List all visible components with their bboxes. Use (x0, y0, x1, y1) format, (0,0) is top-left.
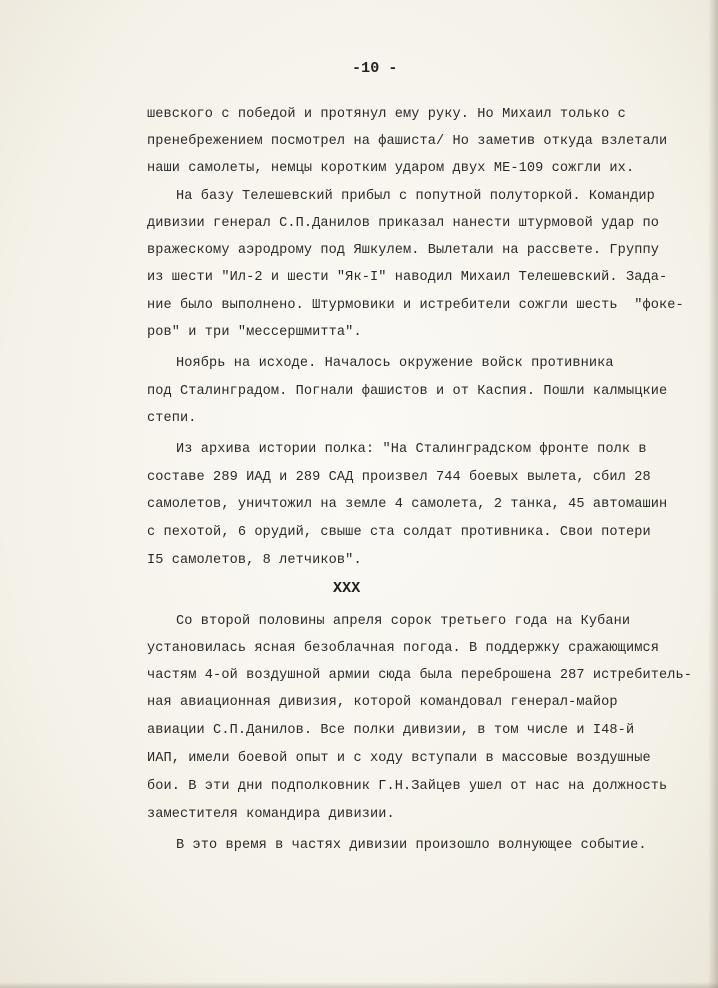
text-line: ИАП, имели боевой опыт и с ходу вступали в массовые воздушные (147, 751, 651, 766)
text-line: с пехотой, 6 орудий, свыше ста солдат противника. Свои потери (147, 525, 651, 540)
text-line: В это время в частях дивизии произошло волнующее событие. (176, 838, 647, 853)
text-line: бои. В эти дни подполковник Г.Н.Зайцев ушел от нас на должность (147, 779, 668, 794)
text-line: частям 4-ой воздушной армии сюда была переброшена 287 истребитель- (147, 668, 692, 683)
text-line: пренебрежением посмотрел на фашиста/ Но заметив откуда взлетали (147, 134, 668, 149)
text-line: под Сталинградом. Погнали фашистов и от Каспия. Пошли калмыцкие (147, 384, 668, 399)
text-line: из шести "Ил-2 и шести "Як-I" наводил Михаил Телешевский. Зада- (147, 270, 668, 285)
text-line: ная авиационная дивизия, которой командовал генерал-майор (147, 695, 618, 710)
text-line: степи. (147, 411, 197, 426)
text-line: авиации С.П.Данилов. Все полки дивизии, в том числе и I48-й (147, 723, 635, 738)
paper-edge-shadow (708, 0, 718, 988)
text-line: I5 самолетов, 8 летчиков". (147, 553, 362, 568)
text-line: ров" и три "мессершмитта". (147, 325, 362, 340)
text-line: ние было выполнено. Штурмовики и истребители сожгли шесть "фоке- (147, 298, 684, 313)
paper-bottom-shadow (0, 982, 718, 988)
text-line: заместителя командира дивизии. (147, 807, 395, 822)
text-line: Ноябрь на исходе. Началось окружение войск противника (176, 356, 614, 371)
section-separator: XXX (333, 580, 361, 597)
text-line: установилась ясная безоблачная погода. В поддержку сражающимся (147, 641, 659, 656)
text-line: шевского с победой и протянул ему руку. Но Михаил только с (147, 107, 626, 122)
text-line: наши самолеты, немцы коротким ударом двух МЕ-109 сожгли их. (147, 161, 635, 176)
text-line: Из архива истории полка: "На Сталинградском фронте полк в (176, 442, 647, 457)
page-number: -10 - (352, 60, 398, 77)
text-line: самолетов, уничтожил на земле 4 самолета, 2 танка, 45 автомашин (147, 497, 668, 512)
text-line: дивизии генерал С.П.Данилов приказал нанести штурмовой удар по (147, 216, 659, 231)
text-line: составе 289 ИАД и 289 САД произвел 744 боевых вылета, сбил 28 (147, 470, 651, 485)
text-line: На базу Телешевский прибыл с попутной полуторкой. Командир (176, 189, 655, 204)
text-line: вражескому аэродрому под Яшкулем. Вылетали на рассвете. Группу (147, 243, 659, 258)
text-line: Со второй половины апреля сорок третьего года на Кубани (176, 614, 631, 629)
